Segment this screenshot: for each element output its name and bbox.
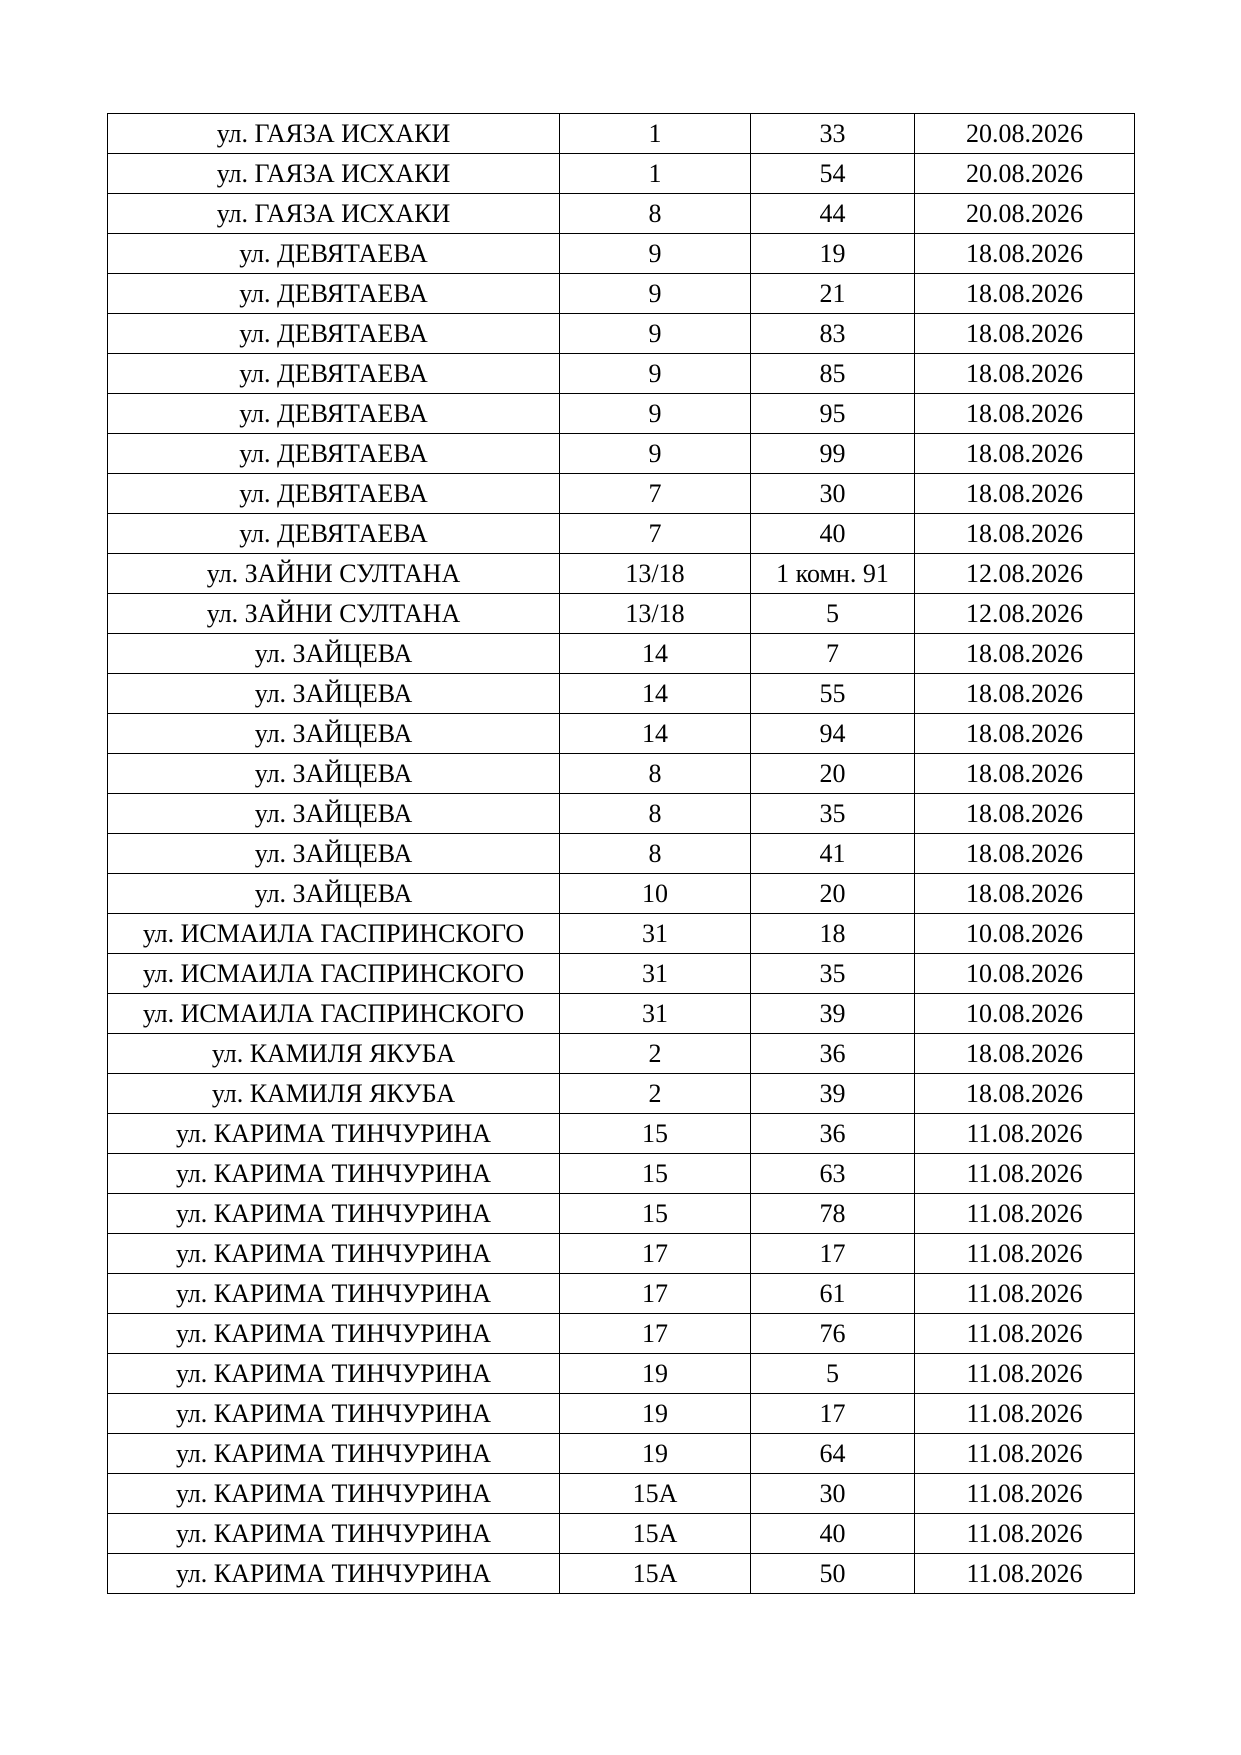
- house-number-cell: 9: [560, 274, 751, 314]
- house-number-cell: 13/18: [560, 554, 751, 594]
- table-row: [108, 1274, 1135, 1314]
- house-number-cell: 8: [560, 754, 751, 794]
- street-cell: ул. КАРИМА ТИНЧУРИНА: [108, 1274, 560, 1314]
- date-cell: 18.08.2026: [915, 314, 1135, 354]
- apartment-number-cell: 18: [751, 914, 915, 954]
- table-row: [108, 274, 1135, 314]
- house-number-cell: 14: [560, 634, 751, 674]
- table-row: [108, 754, 1135, 794]
- house-number-cell: 10: [560, 874, 751, 914]
- apartment-number-cell: 33: [751, 114, 915, 154]
- street-cell: ул. КАМИЛЯ ЯКУБА: [108, 1074, 560, 1114]
- street-cell: ул. КАРИМА ТИНЧУРИНА: [108, 1154, 560, 1194]
- street-cell: ул. КАРИМА ТИНЧУРИНА: [108, 1514, 560, 1554]
- date-cell: 18.08.2026: [915, 274, 1135, 314]
- date-cell: 18.08.2026: [915, 834, 1135, 874]
- street-cell: ул. ДЕВЯТАЕВА: [108, 234, 560, 274]
- date-cell: 11.08.2026: [915, 1314, 1135, 1354]
- street-cell: ул. ЗАЙЦЕВА: [108, 674, 560, 714]
- table-row: [108, 314, 1135, 354]
- table-row: [108, 394, 1135, 434]
- date-cell: 10.08.2026: [915, 994, 1135, 1034]
- apartment-number-cell: 35: [751, 954, 915, 994]
- date-cell: 18.08.2026: [915, 474, 1135, 514]
- date-cell: 11.08.2026: [915, 1234, 1135, 1274]
- house-number-cell: 7: [560, 474, 751, 514]
- street-cell: ул. ЗАЙНИ СУЛТАНА: [108, 594, 560, 634]
- street-cell: ул. ГАЯЗА ИСХАКИ: [108, 154, 560, 194]
- date-cell: 11.08.2026: [915, 1194, 1135, 1234]
- date-cell: 18.08.2026: [915, 754, 1135, 794]
- table-row: [108, 714, 1135, 754]
- street-cell: ул. ИСМАИЛА ГАСПРИНСКОГО: [108, 954, 560, 994]
- street-cell: ул. ЗАЙЦЕВА: [108, 834, 560, 874]
- apartment-number-cell: 1 комн. 91: [751, 554, 915, 594]
- house-number-cell: 15А: [560, 1514, 751, 1554]
- apartment-number-cell: 36: [751, 1034, 915, 1074]
- house-number-cell: 7: [560, 514, 751, 554]
- apartment-number-cell: 7: [751, 634, 915, 674]
- table-row: [108, 514, 1135, 554]
- street-cell: ул. ДЕВЯТАЕВА: [108, 434, 560, 474]
- date-cell: 10.08.2026: [915, 914, 1135, 954]
- apartment-number-cell: 39: [751, 994, 915, 1034]
- street-cell: ул. ДЕВЯТАЕВА: [108, 514, 560, 554]
- table-row: [108, 1114, 1135, 1154]
- date-cell: 20.08.2026: [915, 154, 1135, 194]
- house-number-cell: 14: [560, 674, 751, 714]
- apartment-number-cell: 40: [751, 514, 915, 554]
- table-row: [108, 1354, 1135, 1394]
- street-cell: ул. КАРИМА ТИНЧУРИНА: [108, 1194, 560, 1234]
- street-cell: ул. КАРИМА ТИНЧУРИНА: [108, 1114, 560, 1154]
- table-row: [108, 674, 1135, 714]
- street-cell: ул. КАРИМА ТИНЧУРИНА: [108, 1474, 560, 1514]
- street-cell: ул. ДЕВЯТАЕВА: [108, 274, 560, 314]
- house-number-cell: 8: [560, 194, 751, 234]
- house-number-cell: 31: [560, 994, 751, 1034]
- table-row: [108, 1074, 1135, 1114]
- house-number-cell: 17: [560, 1314, 751, 1354]
- apartment-number-cell: 54: [751, 154, 915, 194]
- date-cell: 11.08.2026: [915, 1274, 1135, 1314]
- apartment-number-cell: 40: [751, 1514, 915, 1554]
- table-row: [108, 634, 1135, 674]
- street-cell: ул. ДЕВЯТАЕВА: [108, 474, 560, 514]
- street-cell: ул. ЗАЙЦЕВА: [108, 874, 560, 914]
- table-row: [108, 594, 1135, 634]
- date-cell: 18.08.2026: [915, 1074, 1135, 1114]
- street-cell: ул. ЗАЙЦЕВА: [108, 754, 560, 794]
- date-cell: 18.08.2026: [915, 354, 1135, 394]
- house-number-cell: 2: [560, 1074, 751, 1114]
- date-cell: 11.08.2026: [915, 1474, 1135, 1514]
- street-cell: ул. КАРИМА ТИНЧУРИНА: [108, 1354, 560, 1394]
- date-cell: 18.08.2026: [915, 874, 1135, 914]
- table-row: [108, 1434, 1135, 1474]
- house-number-cell: 9: [560, 314, 751, 354]
- house-number-cell: 9: [560, 394, 751, 434]
- table-row: [108, 1554, 1135, 1594]
- house-number-cell: 15А: [560, 1554, 751, 1594]
- table-row: [108, 474, 1135, 514]
- table-row: [108, 1154, 1135, 1194]
- apartment-number-cell: 35: [751, 794, 915, 834]
- street-cell: ул. ГАЯЗА ИСХАКИ: [108, 114, 560, 154]
- table-row: [108, 794, 1135, 834]
- apartment-number-cell: 78: [751, 1194, 915, 1234]
- table-row: [108, 434, 1135, 474]
- house-number-cell: 9: [560, 234, 751, 274]
- table-row: [108, 874, 1135, 914]
- house-number-cell: 1: [560, 114, 751, 154]
- table-row: [108, 234, 1135, 274]
- table-row: [108, 354, 1135, 394]
- date-cell: 18.08.2026: [915, 514, 1135, 554]
- street-cell: ул. ЗАЙЦЕВА: [108, 634, 560, 674]
- house-number-cell: 8: [560, 834, 751, 874]
- date-cell: 18.08.2026: [915, 234, 1135, 274]
- house-number-cell: 15: [560, 1194, 751, 1234]
- apartment-number-cell: 55: [751, 674, 915, 714]
- table-row: [108, 114, 1135, 154]
- table-row: [108, 834, 1135, 874]
- apartment-number-cell: 30: [751, 1474, 915, 1514]
- date-cell: 18.08.2026: [915, 434, 1135, 474]
- apartment-number-cell: 63: [751, 1154, 915, 1194]
- date-cell: 11.08.2026: [915, 1394, 1135, 1434]
- date-cell: 11.08.2026: [915, 1114, 1135, 1154]
- table-row: [108, 154, 1135, 194]
- table-row: [108, 1234, 1135, 1274]
- house-number-cell: 19: [560, 1394, 751, 1434]
- address-table: [107, 113, 1135, 1594]
- house-number-cell: 1: [560, 154, 751, 194]
- table-row: [108, 994, 1135, 1034]
- apartment-number-cell: 21: [751, 274, 915, 314]
- house-number-cell: 15А: [560, 1474, 751, 1514]
- date-cell: 18.08.2026: [915, 394, 1135, 434]
- house-number-cell: 15: [560, 1154, 751, 1194]
- street-cell: ул. КАМИЛЯ ЯКУБА: [108, 1034, 560, 1074]
- house-number-cell: 9: [560, 434, 751, 474]
- apartment-number-cell: 99: [751, 434, 915, 474]
- house-number-cell: 17: [560, 1274, 751, 1314]
- apartment-number-cell: 83: [751, 314, 915, 354]
- street-cell: ул. ЗАЙНИ СУЛТАНА: [108, 554, 560, 594]
- house-number-cell: 9: [560, 354, 751, 394]
- date-cell: 20.08.2026: [915, 194, 1135, 234]
- apartment-number-cell: 20: [751, 874, 915, 914]
- apartment-number-cell: 36: [751, 1114, 915, 1154]
- street-cell: ул. ДЕВЯТАЕВА: [108, 314, 560, 354]
- date-cell: 20.08.2026: [915, 114, 1135, 154]
- date-cell: 11.08.2026: [915, 1434, 1135, 1474]
- street-cell: ул. ИСМАИЛА ГАСПРИНСКОГО: [108, 914, 560, 954]
- house-number-cell: 2: [560, 1034, 751, 1074]
- date-cell: 18.08.2026: [915, 714, 1135, 754]
- street-cell: ул. КАРИМА ТИНЧУРИНА: [108, 1314, 560, 1354]
- apartment-number-cell: 39: [751, 1074, 915, 1114]
- apartment-number-cell: 5: [751, 1354, 915, 1394]
- apartment-number-cell: 41: [751, 834, 915, 874]
- date-cell: 18.08.2026: [915, 674, 1135, 714]
- date-cell: 10.08.2026: [915, 954, 1135, 994]
- apartment-number-cell: 17: [751, 1394, 915, 1434]
- street-cell: ул. ИСМАИЛА ГАСПРИНСКОГО: [108, 994, 560, 1034]
- house-number-cell: 15: [560, 1114, 751, 1154]
- apartment-number-cell: 61: [751, 1274, 915, 1314]
- apartment-number-cell: 85: [751, 354, 915, 394]
- apartment-number-cell: 30: [751, 474, 915, 514]
- house-number-cell: 19: [560, 1354, 751, 1394]
- apartment-number-cell: 50: [751, 1554, 915, 1594]
- street-cell: ул. КАРИМА ТИНЧУРИНА: [108, 1434, 560, 1474]
- date-cell: 11.08.2026: [915, 1154, 1135, 1194]
- apartment-number-cell: 17: [751, 1234, 915, 1274]
- apartment-number-cell: 19: [751, 234, 915, 274]
- street-cell: ул. ДЕВЯТАЕВА: [108, 394, 560, 434]
- street-cell: ул. ЗАЙЦЕВА: [108, 794, 560, 834]
- date-cell: 18.08.2026: [915, 634, 1135, 674]
- house-number-cell: 31: [560, 954, 751, 994]
- apartment-number-cell: 64: [751, 1434, 915, 1474]
- table-row: [108, 554, 1135, 594]
- apartment-number-cell: 76: [751, 1314, 915, 1354]
- date-cell: 11.08.2026: [915, 1554, 1135, 1594]
- street-cell: ул. КАРИМА ТИНЧУРИНА: [108, 1234, 560, 1274]
- street-cell: ул. ЗАЙЦЕВА: [108, 714, 560, 754]
- date-cell: 18.08.2026: [915, 1034, 1135, 1074]
- date-cell: 12.08.2026: [915, 554, 1135, 594]
- house-number-cell: 14: [560, 714, 751, 754]
- street-cell: ул. ДЕВЯТАЕВА: [108, 354, 560, 394]
- street-cell: ул. КАРИМА ТИНЧУРИНА: [108, 1394, 560, 1434]
- table-row: [108, 1394, 1135, 1434]
- apartment-number-cell: 44: [751, 194, 915, 234]
- table-row: [108, 1194, 1135, 1234]
- date-cell: 12.08.2026: [915, 594, 1135, 634]
- table-body: [108, 114, 1135, 1594]
- house-number-cell: 13/18: [560, 594, 751, 634]
- table-row: [108, 194, 1135, 234]
- table-row: [108, 1514, 1135, 1554]
- table-row: [108, 1474, 1135, 1514]
- street-cell: ул. КАРИМА ТИНЧУРИНА: [108, 1554, 560, 1594]
- table-row: [108, 1314, 1135, 1354]
- date-cell: 11.08.2026: [915, 1354, 1135, 1394]
- date-cell: 11.08.2026: [915, 1514, 1135, 1554]
- table-row: [108, 954, 1135, 994]
- table-row: [108, 914, 1135, 954]
- apartment-number-cell: 5: [751, 594, 915, 634]
- date-cell: 18.08.2026: [915, 794, 1135, 834]
- apartment-number-cell: 95: [751, 394, 915, 434]
- apartment-number-cell: 94: [751, 714, 915, 754]
- table-row: [108, 1034, 1135, 1074]
- apartment-number-cell: 20: [751, 754, 915, 794]
- house-number-cell: 19: [560, 1434, 751, 1474]
- street-cell: ул. ГАЯЗА ИСХАКИ: [108, 194, 560, 234]
- house-number-cell: 8: [560, 794, 751, 834]
- house-number-cell: 31: [560, 914, 751, 954]
- house-number-cell: 17: [560, 1234, 751, 1274]
